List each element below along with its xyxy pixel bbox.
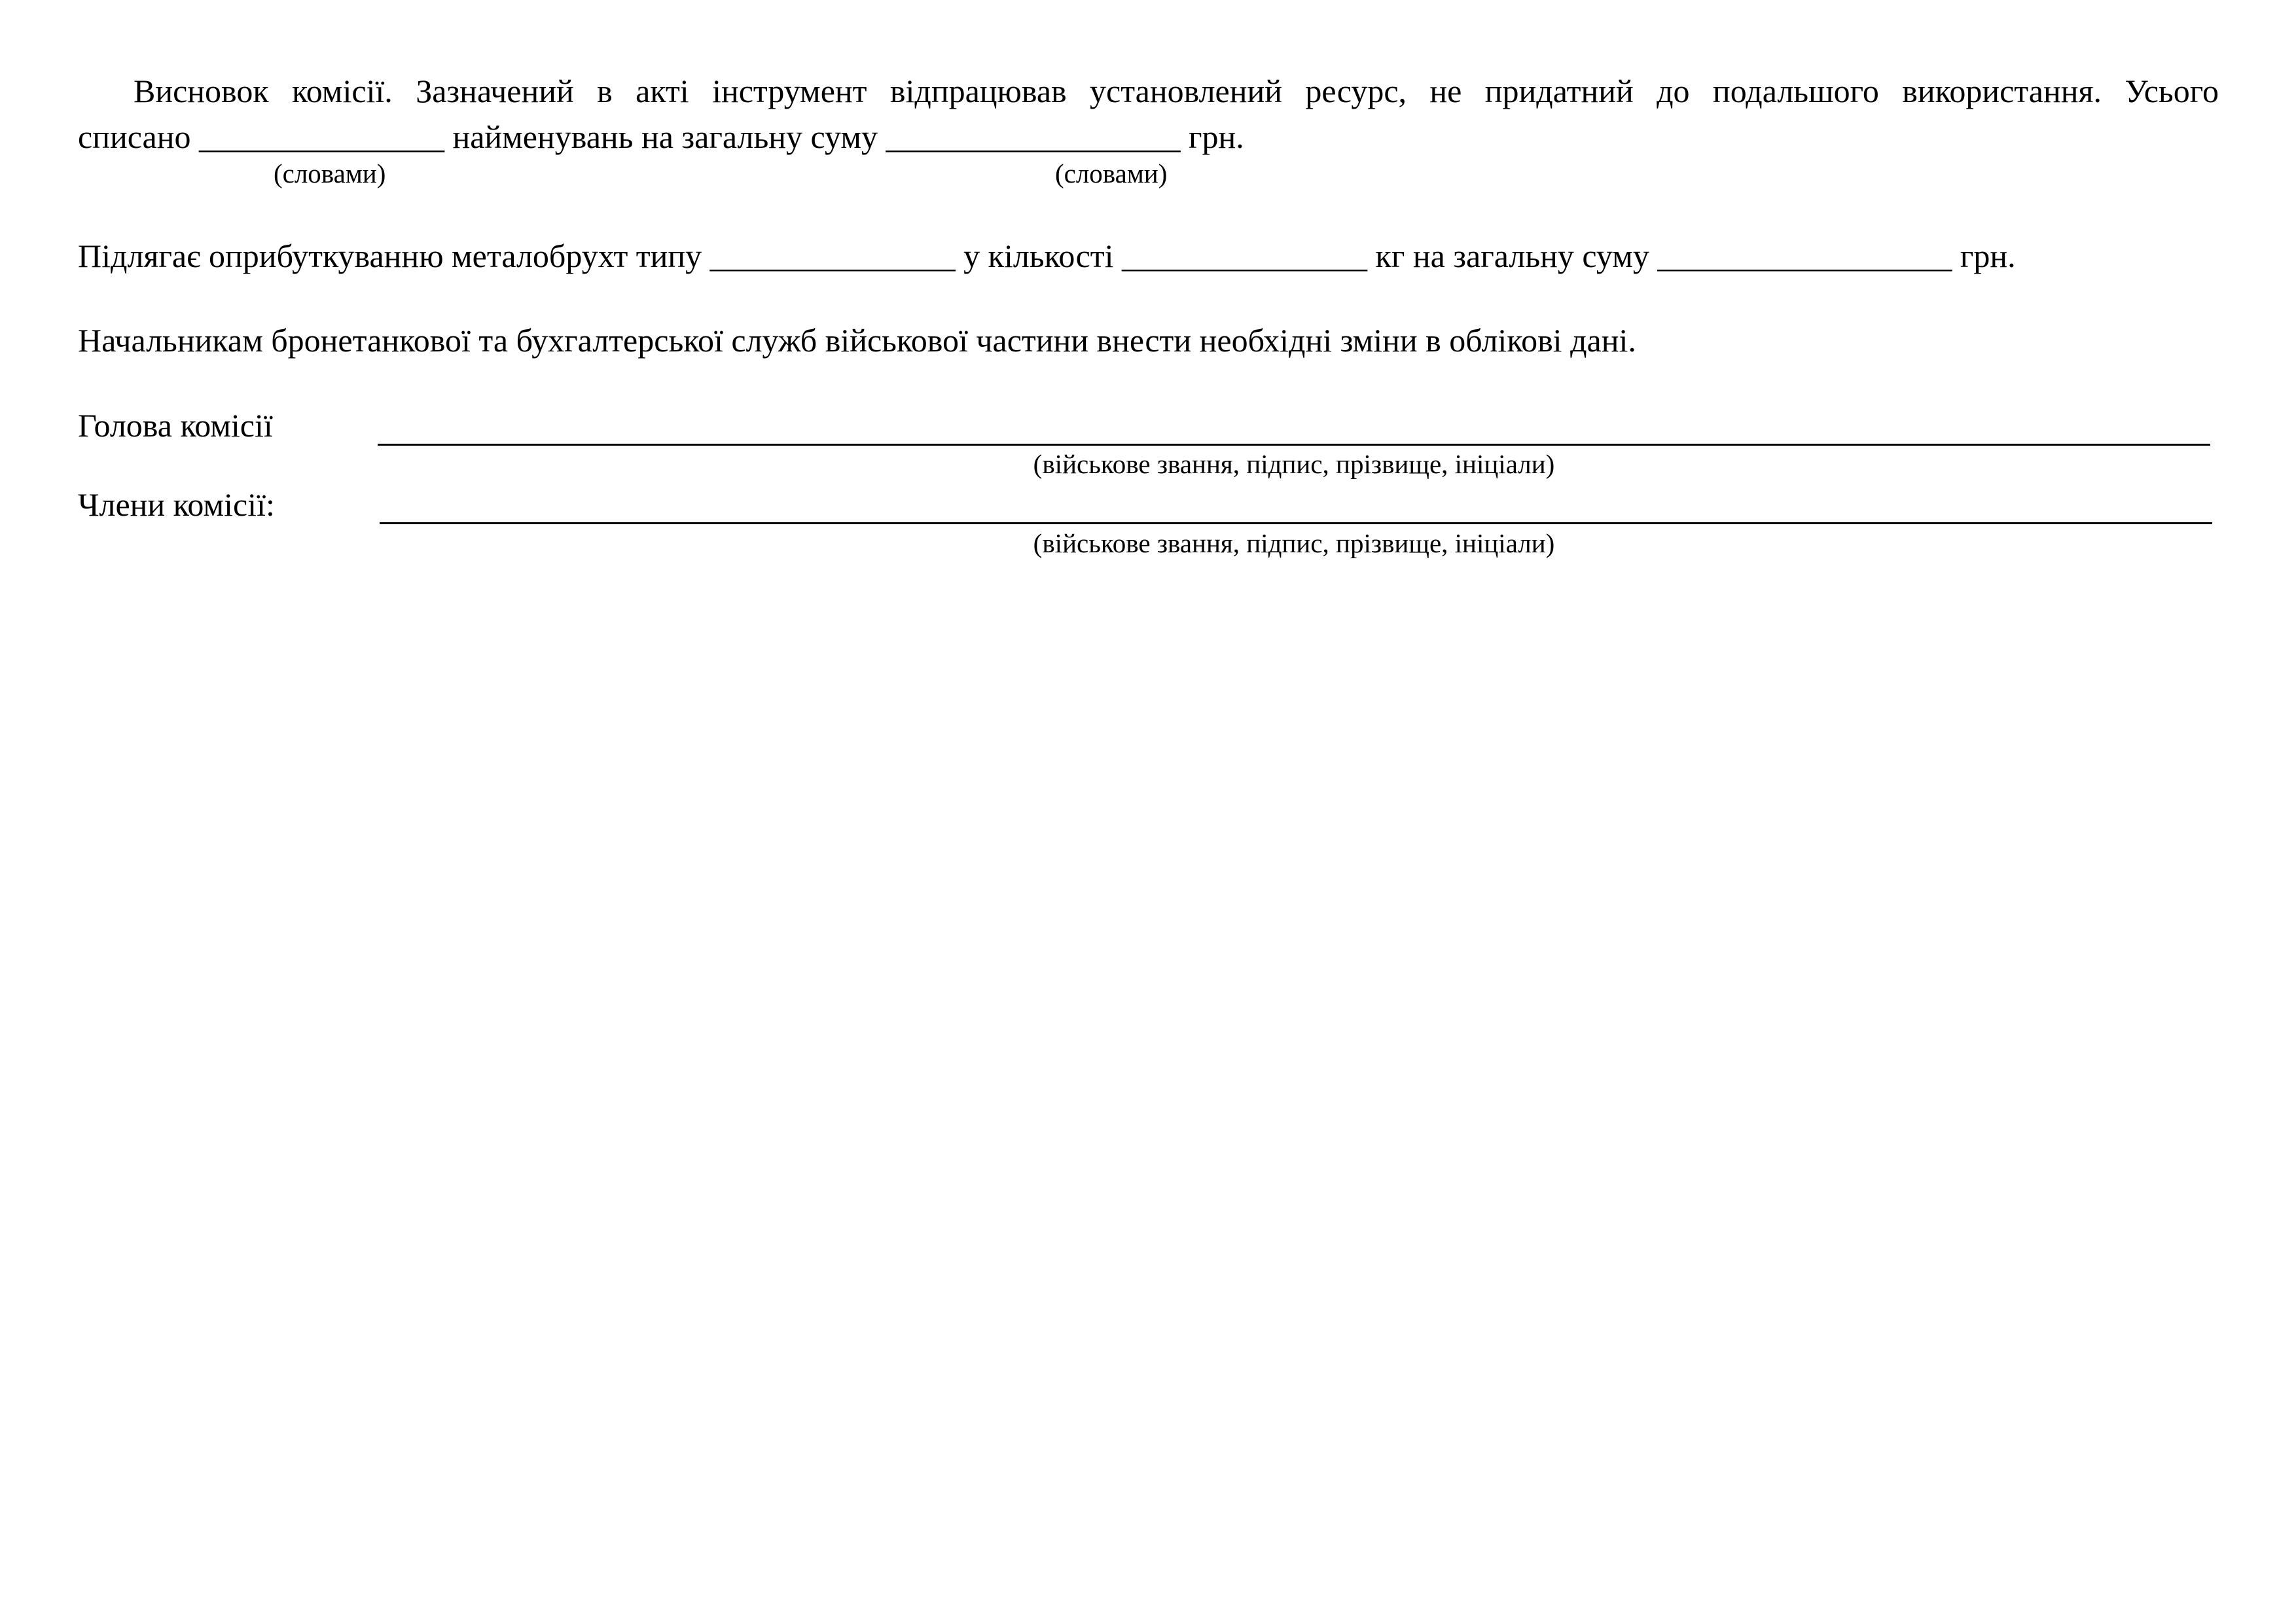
chair-signature-hint: (військове звання, підпис, прізвище, ініціали) — [1033, 449, 1555, 479]
chair-label: Голова комісії — [78, 407, 273, 444]
members-label: Члени комісії: — [78, 486, 275, 523]
commission-conclusion — [78, 68, 2219, 160]
scrap-metal-paragraph: Підлягає оприбуткуванню металобрухт типу _______________ у кількості _______________ кг на загальну суму __________________ грн. — [78, 238, 2016, 274]
members-signature-hint: (військове звання, підпис, прізвище, ініціали) — [1033, 528, 1555, 558]
conclusion-line-2: списано _______________ найменувань на загальну суму __________________ грн. — [78, 118, 1244, 155]
in-words-hint-sum: (словами) — [1055, 158, 1168, 188]
in-words-hint-count: (словами) — [274, 158, 386, 188]
order-paragraph: Начальникам бронетанкової та бухгалтерської служб військової частини внести необхідні зміни в облікові дані. — [78, 322, 1636, 359]
conclusion-line-1: Висновок комісії. Зазначений в акті інструмент відпрацював установлений ресурс, не придатний до подальшого використання. Усього — [134, 73, 2219, 109]
chair-signature-line — [378, 444, 2210, 446]
members-signature-line — [380, 522, 2212, 524]
